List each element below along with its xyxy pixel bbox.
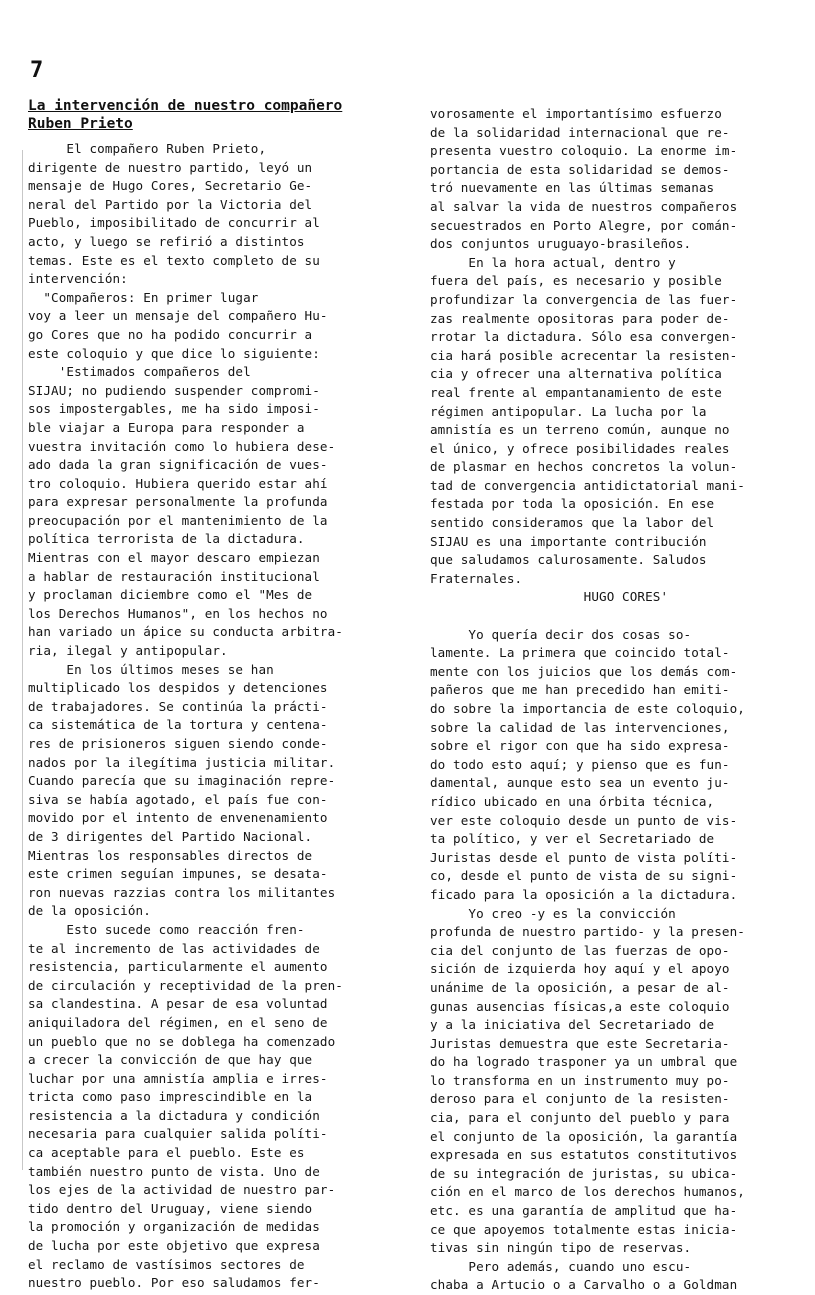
margin-rule xyxy=(22,150,23,1170)
text-line: real frente al empantanamiento de este xyxy=(430,384,722,400)
text-line: tad de convergencia antidictatorial mani- xyxy=(430,477,745,493)
text-line: el único, y ofrece posibilidades reales xyxy=(430,440,730,456)
article-title xyxy=(28,97,388,133)
text-line: Esto sucede como reacción fren- xyxy=(28,921,305,937)
text-line: política terrorista de la dictadura. xyxy=(28,531,305,547)
text-line: para expresar personalmente la profunda xyxy=(28,494,328,510)
text-line: han variado un ápice su conducta arbitra- xyxy=(28,624,343,640)
left-column xyxy=(28,140,400,1293)
text-line: los ejes de la actividad de nuestro par- xyxy=(28,1182,336,1198)
text-line: Juristas demuestra que este Secretaria- xyxy=(430,1035,730,1051)
text-line: SIJAU; no pudiendo suspender compromi- xyxy=(28,382,320,398)
text-line: SIJAU es una importante contribución xyxy=(430,533,707,549)
text-line: multiplicado los despidos y detenciones xyxy=(28,680,328,696)
text-line xyxy=(430,607,800,626)
text-line: un pueblo que no se doblega ha comenzado xyxy=(28,1033,336,1049)
text-line: tivas sin ningún tipo de reservas. xyxy=(430,1240,692,1256)
text-line: fuera del país, es necesario y posible xyxy=(430,273,722,289)
text-line: ta político, y ver el Secretariado de xyxy=(430,831,715,847)
text-line: Mientras los responsables directos de xyxy=(28,847,313,863)
text-line: gunas ausencias físicas,a este coloquio xyxy=(430,998,730,1014)
text-line: sición de izquierda hoy aquí y el apoyo xyxy=(430,961,730,977)
text-line: Cuando parecía que su imaginación repre- xyxy=(28,773,336,789)
text-line: chaba a Artucio o a Carvalho o a Goldman xyxy=(430,1277,738,1293)
text-line: profundizar la convergencia de las fuer- xyxy=(430,291,738,307)
text-line: siva se había agotado, el país fue con- xyxy=(28,791,328,807)
text-line: este coloquio y que dice lo siguiente: xyxy=(28,345,320,361)
text-line: co, desde el punto de vista de su signi- xyxy=(430,868,738,884)
text-line: ficado para la oposición a la dictadura. xyxy=(430,886,738,902)
text-line: de la solidaridad internacional que re- xyxy=(430,124,730,140)
text-line: secuestrados en Porto Alegre, por comán- xyxy=(430,217,738,233)
text-line: y a la iniciativa del Secretariado de xyxy=(430,1017,715,1033)
text-line: ado dada la gran significación de vues- xyxy=(28,457,328,473)
text-line: do sobre la importancia de este coloquio, xyxy=(430,701,745,716)
text-line: tró nuevamente en las últimas semanas xyxy=(430,180,715,196)
text-line: ver este coloquio desde un punto de vis- xyxy=(430,812,738,828)
text-line: do todo esto aquí; y pienso que es fun- xyxy=(430,756,730,772)
text-line: cia hará posible acrecentar la resisten- xyxy=(430,347,738,363)
text-line: Mientras con el mayor descaro empiezan xyxy=(28,550,320,566)
text-line: ce que apoyemos totalmente estas inicia- xyxy=(430,1221,738,1237)
text-line: de su integración de juristas, su ubica- xyxy=(430,1165,738,1181)
text-line: resistencia a la dictadura y condición xyxy=(28,1107,320,1123)
text-line: tido dentro del Uruguay, viene siendo xyxy=(28,1200,313,1216)
text-line: el reclamo de vastísimos sectores de xyxy=(28,1256,305,1272)
text-line: necesaria para cualquier salida políti- xyxy=(28,1126,328,1142)
right-column xyxy=(430,105,800,1295)
text-line: a crecer la convicción de que hay que xyxy=(28,1052,313,1068)
text-line: nuestro pueblo. Por eso saludamos fer- xyxy=(28,1275,320,1291)
text-line: de circulación y receptividad de la pren- xyxy=(28,977,343,993)
text-line: vuestra invitación como lo hubiera dese- xyxy=(28,438,336,454)
text-line: al salvar la vida de nuestros compañeros xyxy=(430,198,738,214)
text-line: ria, ilegal y antipopular. xyxy=(28,643,228,659)
text-line: los Derechos Humanos", en los hechos no xyxy=(28,605,328,621)
text-line: de 3 dirigentes del Partido Nacional. xyxy=(28,828,313,844)
text-line: presenta vuestro coloquio. La enorme im- xyxy=(430,143,738,159)
text-line: intervención: xyxy=(28,271,128,287)
text-line: voy a leer un mensaje del compañero Hu- xyxy=(28,308,328,324)
text-line: cia, para el conjunto del pueblo y para xyxy=(430,1110,730,1126)
text-line: damental, aunque esto sea un evento ju- xyxy=(430,775,730,791)
text-line: sobre la calidad de las intervenciones, xyxy=(430,719,730,735)
text-line: y proclaman diciembre como el "Mes de xyxy=(28,587,313,603)
text-line: la promoción y organización de medidas xyxy=(28,1219,320,1235)
text-line: aniquiladora del régimen, en el seno de xyxy=(28,1014,328,1030)
page-number: 7 xyxy=(30,58,44,83)
article-title-line-1: La intervención de nuestro compañero xyxy=(28,98,343,114)
text-line: dos conjuntos uruguayo-brasileños. xyxy=(430,236,692,252)
text-line: preocupación por el mantenimiento de la xyxy=(28,512,328,528)
text-line: rrotar la dictadura. Sólo esa convergen- xyxy=(430,329,738,345)
text-line: luchar por una amnistía amplia e irres- xyxy=(28,1070,328,1086)
text-line: también nuestro punto de vista. Uno de xyxy=(28,1163,320,1179)
text-line: cia del conjunto de las fuerzas de opo- xyxy=(430,942,730,958)
text-line: Fraternales. xyxy=(430,570,523,586)
article-title-line-2: Ruben Prieto xyxy=(28,116,133,132)
text-line: ca aceptable para el pueblo. Este es xyxy=(28,1145,305,1161)
text-line: Juristas desde el punto de vista políti- xyxy=(430,849,738,865)
text-line: lo transforma en un instrumento muy po- xyxy=(430,1072,730,1088)
text-line: sentido consideramos que la labor del xyxy=(430,515,715,531)
text-line: rídico ubicado en una órbita técnica, xyxy=(430,793,715,809)
text-line: unánime de la oposición, a pesar de al- xyxy=(430,979,730,995)
text-line: Yo creo -y es la convicción xyxy=(430,905,676,921)
text-line: pañeros que me han precedido han emiti- xyxy=(430,682,730,698)
text-line: vorosamente el importantísimo esfuerzo xyxy=(430,106,722,121)
text-line: Pero además, cuando uno escu- xyxy=(430,1258,692,1274)
text-line: expresada en sus estatutos constitutivos xyxy=(430,1147,738,1163)
text-line: de lucha por este objetivo que expresa xyxy=(28,1238,320,1254)
text-line: a hablar de restauración institucional xyxy=(28,568,320,584)
text-line: ca sistemática de la tortura y centena- xyxy=(28,717,328,733)
text-line: amnistía es un terreno común, aunque no xyxy=(430,422,730,438)
text-line: En los últimos meses se han xyxy=(28,661,274,677)
text-line: deroso para el conjunto de la resisten- xyxy=(430,1091,730,1107)
text-line: 'Estimados compañeros del xyxy=(28,364,251,380)
text-line: "Compañeros: En primer lugar xyxy=(28,289,259,305)
text-line: acto, y luego se refirió a distintos xyxy=(28,233,305,249)
text-line: ble viajar a Europa para responder a xyxy=(28,419,305,435)
text-line: este crimen seguían impunes, se desata- xyxy=(28,866,328,882)
text-line: mensaje de Hugo Cores, Secretario Ge- xyxy=(28,178,313,194)
text-line: res de prisioneros siguen siendo conde- xyxy=(28,736,328,751)
text-line: sobre el rigor con que ha sido expresa- xyxy=(430,738,730,754)
text-line: mente con los juicios que los demás com- xyxy=(430,663,738,679)
text-line: de plasmar en hechos concretos la volun- xyxy=(430,459,738,475)
text-line: festada por toda la oposición. En ese xyxy=(430,496,715,512)
text-line: Pueblo, imposibilitado de concurrir al xyxy=(28,215,320,231)
text-line: régimen antipopular. La lucha por la xyxy=(430,403,707,419)
text-line: temas. Este es el texto completo de su xyxy=(28,252,320,268)
text-line: el conjunto de la oposición, la garantía xyxy=(430,1128,738,1144)
text-line: ción en el marco de los derechos humanos, xyxy=(430,1184,745,1200)
text-line: tricta como paso imprescindible en la xyxy=(28,1089,313,1105)
text-line: cia y ofrecer una alternativa política xyxy=(430,366,722,382)
text-line: de la oposición. xyxy=(28,903,151,919)
text-line: HUGO CORES' xyxy=(430,589,669,605)
text-line: nados por la ilegítima justicia militar. xyxy=(28,754,336,770)
text-line: go Cores que no ha podido concurrir a xyxy=(28,326,313,342)
text-line: zas realmente opositoras para poder de- xyxy=(430,310,730,326)
text-line: sa clandestina. A pesar de esa voluntad xyxy=(28,996,328,1012)
text-line: sos impostergables, me ha sido imposi- xyxy=(28,401,320,417)
text-line: dirigente de nuestro partido, leyó un xyxy=(28,159,313,175)
text-line: que saludamos calurosamente. Saludos xyxy=(430,552,707,568)
text-line: lamente. La primera que coincido total- xyxy=(430,645,730,661)
text-line: tro coloquio. Hubiera querido estar ahí xyxy=(28,475,328,491)
text-line: Yo quería decir dos cosas so- xyxy=(430,626,692,642)
text-line: te al incremento de las actividades de xyxy=(28,940,320,956)
text-line: resistencia, particularmente el aumento xyxy=(28,959,328,975)
text-line: profunda de nuestro partido- y la presen- xyxy=(430,924,745,940)
text-line: de trabajadores. Se continúa la prácti- xyxy=(28,698,328,714)
text-line: ron nuevas razzias contra los militantes xyxy=(28,884,336,900)
text-line: En la hora actual, dentro y xyxy=(430,254,676,270)
text-line: neral del Partido por la Victoria del xyxy=(28,196,313,212)
text-line: movido por el intento de envenenamiento xyxy=(28,810,328,826)
text-line: do ha logrado trasponer ya un umbral que xyxy=(430,1054,738,1070)
text-line: etc. es una garantía de amplitud que ha- xyxy=(430,1203,738,1219)
text-line: El compañero Ruben Prieto, xyxy=(28,141,267,156)
text-line: portancia de esta solidaridad se demos- xyxy=(430,161,730,177)
